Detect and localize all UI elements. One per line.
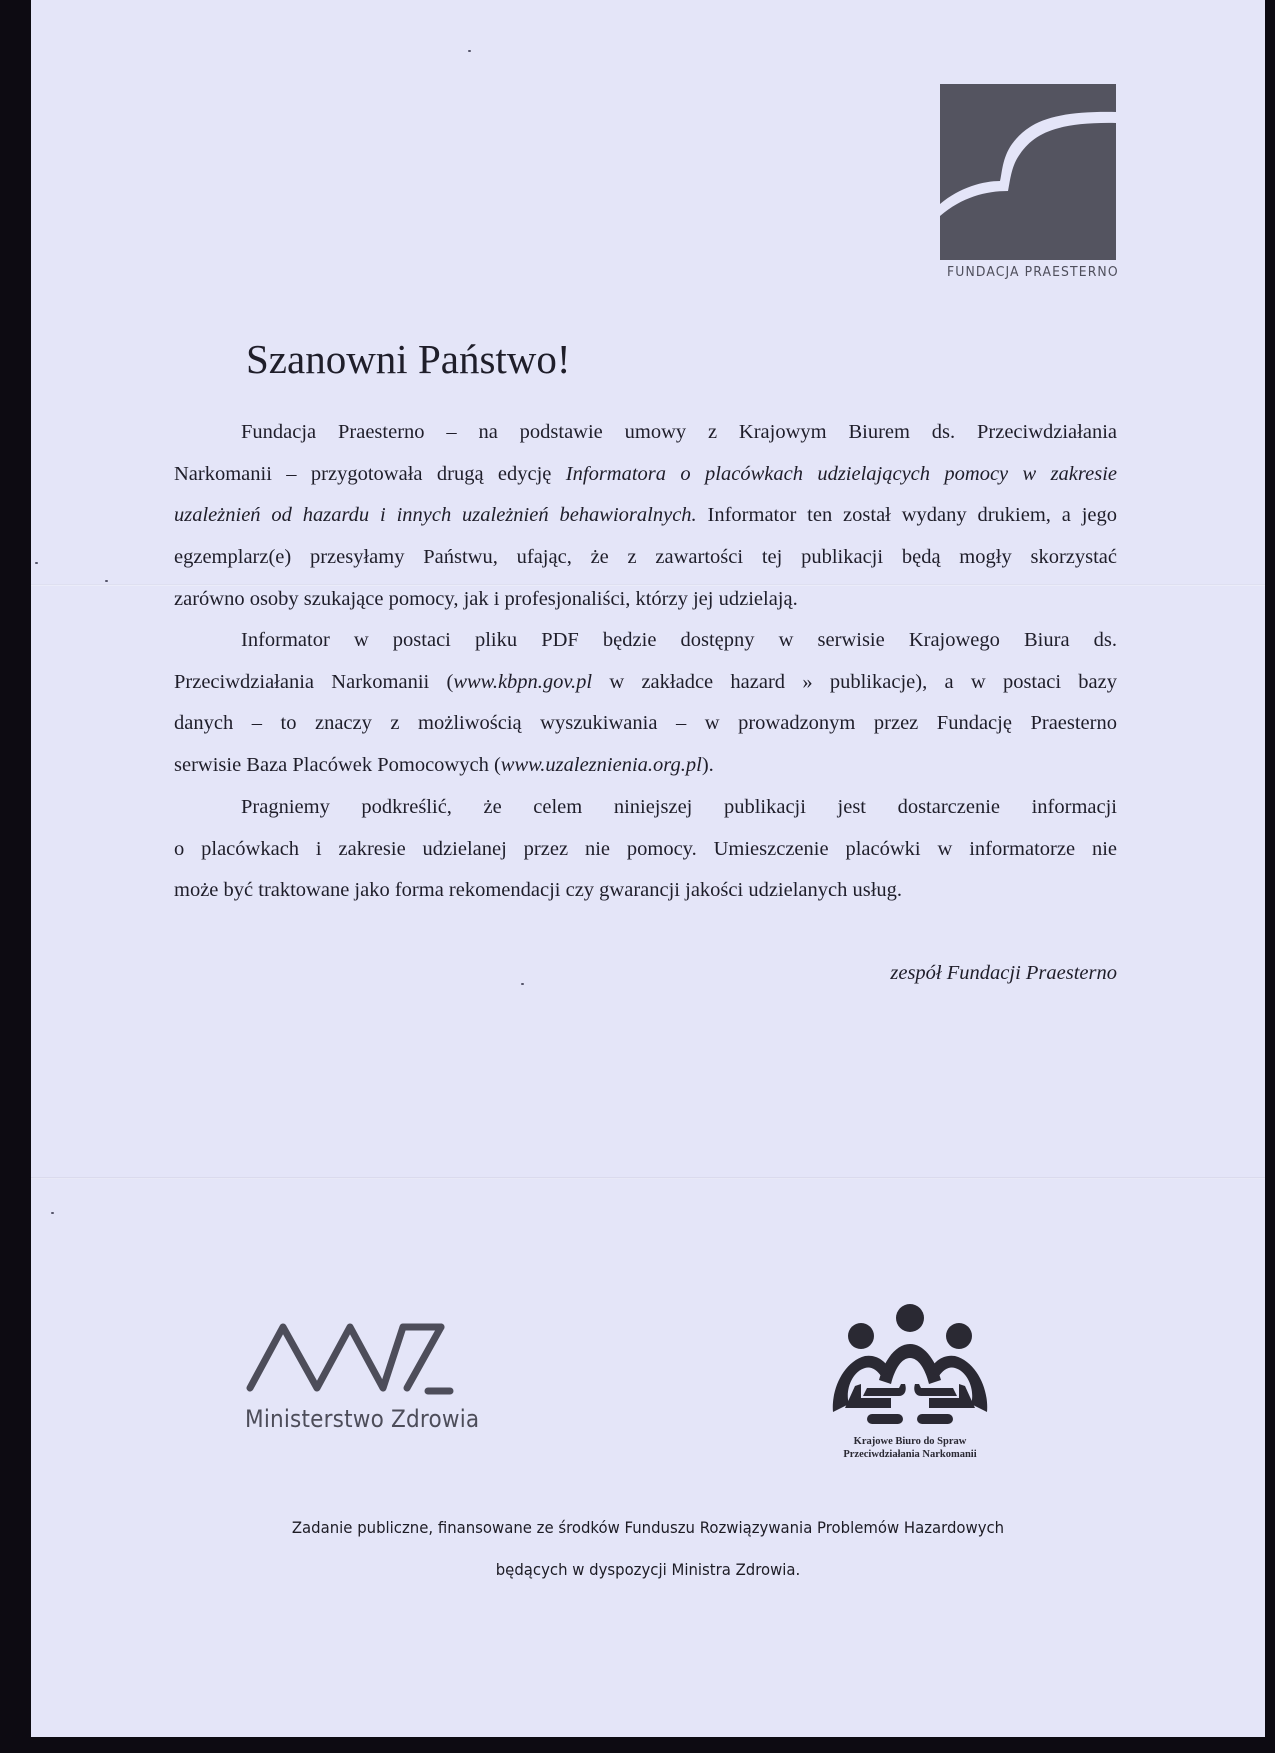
funding-notice-line1: Zadanie publiczne, finansowane ze środków Funduszu Rozwiązywania Problemów Hazardowych: [291, 1518, 1005, 1537]
paragraph-line: [174, 454, 1117, 496]
scan-speck: [468, 50, 471, 52]
uzaleznienia-url-link[interactable]: www.uzaleznienia.org.pl: [500, 754, 702, 777]
line-text: może być traktowane jako forma rekomendacji czy gwarancji jakości udzielanych usług.: [174, 879, 903, 902]
line-text: w zakładce hazard » publikacje), a w postaci bazy: [592, 670, 1117, 693]
paragraph-line: [174, 870, 1117, 912]
publication-title: Informatora o placówkach udzielających pomocy w zakresie: [565, 462, 1117, 485]
paragraph-line: [174, 829, 1117, 871]
line-text: o placówkach i zakresie udzielanej przez nie pomocy. Umieszczenie placówki w informatorze nie: [174, 837, 1117, 860]
praesterno-logo-icon: [940, 84, 1116, 260]
paragraph-line: [174, 579, 1117, 621]
kbpn-logo: [820, 1300, 1000, 1461]
letter-signature: zespół Fundacji Praesterno: [890, 962, 1117, 984]
kbpn-logo-text-line1: Krajowe Biuro do Spraw: [853, 1436, 967, 1447]
praesterno-logo-text: FUNDACJA PRAESTERNO: [947, 264, 1119, 280]
paragraph-line: [174, 495, 1117, 537]
line-text: Przeciwdziałania Narkomanii (: [174, 670, 454, 693]
kbpn-people-icon: [825, 1300, 995, 1430]
funding-notice-line2: będących w dyspozycji Ministra Zdrowia.: [495, 1560, 801, 1579]
publication-title: uzależnień od hazardu i innych uzależnień behawioralnych.: [174, 504, 697, 527]
line-text: serwisie Baza Placówek Pomocowych (: [174, 754, 501, 777]
mz-zigzag-icon: [245, 1318, 495, 1398]
paragraph-line: [174, 662, 1117, 704]
scan-speck: [105, 580, 108, 582]
line-text: Narkomanii – przygotowała drugą edycję: [174, 462, 566, 485]
scan-speck: [521, 983, 524, 985]
paragraph-line: [174, 703, 1117, 745]
line-text: egzemplarz(e) przesyłamy Państwu, ufając, że z zawartości tej publikacji będą mogły skorzystać: [174, 546, 1117, 569]
paragraph-line: [174, 787, 1117, 829]
paragraph-line: [174, 412, 1117, 454]
paragraph-line: [174, 620, 1117, 662]
letter-paragraph-3: [174, 787, 1117, 912]
line-text: zarówno osoby szukające pomocy, jak i profesjonaliści, którzy jej udzielają.: [174, 587, 798, 610]
line-text: Informator ten został wydany drukiem, a jego: [696, 504, 1117, 527]
funding-notice: [31, 1507, 1265, 1591]
scan-speck: [35, 562, 38, 564]
line-text: ).: [701, 754, 714, 777]
letter-greeting: Szanowni Państwo!: [246, 336, 571, 382]
paper-fold-line: [31, 1177, 1265, 1179]
kbpn-logo-text-line2: Przeciwdziałania Narkomanii: [843, 1449, 977, 1460]
letter-page: [31, 0, 1265, 1737]
letter-paragraph-2: [174, 620, 1117, 787]
line-text: Pragniemy podkreślić, że celem niniejszej publikacji jest dostarczenie informacji: [241, 796, 1117, 818]
letter-paragraph-1: [174, 412, 1117, 620]
line-text: Informator w postaci pliku PDF będzie dostępny w serwisie Krajowego Biura ds.: [241, 629, 1117, 651]
line-text: danych – to znaczy z możliwością wyszukiwania – w prowadzonym przez Fundację Praesterno: [174, 712, 1117, 735]
scan-speck: [51, 1212, 54, 1214]
line-text: Fundacja Praesterno – na podstawie umowy z Krajowym Biurem ds. Przeciwdziałania: [241, 421, 1117, 443]
fundacja-praesterno-logo: [940, 84, 1119, 280]
paragraph-line: [174, 537, 1117, 579]
mz-logo-text: Ministerstwo Zdrowia: [245, 1405, 480, 1433]
kbpn-url-link[interactable]: www.kbpn.gov.pl: [453, 670, 593, 693]
paragraph-line: [174, 745, 1117, 787]
ministerstwo-zdrowia-logo: [245, 1318, 515, 1433]
